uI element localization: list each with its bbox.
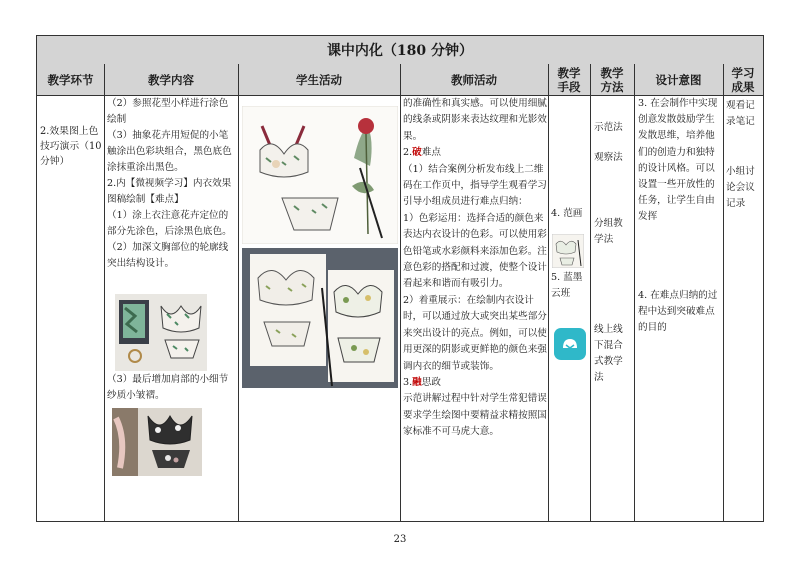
page-number: 23 bbox=[393, 534, 407, 545]
header-intent: 设计意图 bbox=[634, 64, 723, 96]
teacher-heading bbox=[403, 375, 547, 391]
content-paragraph: （2）加深文胸部位的轮廓线突出结构设计。 bbox=[107, 242, 229, 269]
teacher-paragraph: 引导小组成员进行难点归纳： bbox=[403, 196, 528, 208]
teacher-paragraph: 的准确性和真实感。可以使用细腻的线条或阴影来表达纹理和光影效果。 bbox=[403, 98, 547, 142]
content-paragraph: 2.内【微视频学习】内衣效果图稿绘制【难点】 bbox=[107, 178, 232, 205]
means-item: 5. 蓝墨云班 bbox=[551, 272, 583, 299]
student-drawing-image bbox=[242, 248, 398, 388]
lanmo-cloud-class-app-icon bbox=[554, 328, 586, 360]
method-item: 观察法 bbox=[594, 152, 623, 163]
column-divider bbox=[634, 64, 635, 521]
table-title: 课中内化（180 分钟） bbox=[37, 36, 763, 65]
heading-text: 思政 bbox=[421, 376, 441, 388]
stage-text: 2.效果图上色技巧演示（10 分钟） bbox=[40, 126, 102, 167]
teacher-paragraph: （1）结合案例分析发布线上二维码在工作页中，指导学生观看学习 bbox=[403, 163, 547, 192]
header-means-line2: 手段 bbox=[557, 79, 581, 94]
header-method-line1: 教学 bbox=[600, 65, 624, 80]
column-divider bbox=[723, 64, 724, 521]
means-item: 4. 范画 bbox=[551, 208, 583, 219]
column-divider bbox=[400, 64, 401, 521]
heading-number: 2. bbox=[403, 147, 413, 159]
header-outcome bbox=[723, 64, 763, 96]
heading-text: 难点 bbox=[421, 147, 441, 159]
heading-number: 3. bbox=[403, 376, 413, 388]
teacher-heading bbox=[403, 145, 547, 161]
header-outcome-line1: 学习 bbox=[731, 65, 755, 80]
outcome-item: 观看记录笔记 bbox=[726, 100, 755, 127]
teacher-paragraph: 示范讲解过程中针对学生常犯错误要求学生绘图中要精益求精按照国家标准不可马虎大意。 bbox=[403, 393, 547, 438]
intent-paragraph: 3. 在会制作中实现创意发散鼓励学生发散思维，培养他们的创造力和独特的设计风格。可以设置一些开放性的任务，让学生自由发挥 bbox=[638, 98, 718, 223]
header-method bbox=[590, 64, 634, 96]
method-item: 分组教学法 bbox=[594, 218, 623, 245]
highlight-char: 融 bbox=[412, 376, 422, 388]
method-item: 示范法 bbox=[594, 122, 623, 133]
intent-paragraph: 4. 在难点归纳的过程中达到突破难点的目的 bbox=[638, 290, 718, 334]
teacher-cell bbox=[403, 96, 547, 441]
header-content: 教学内容 bbox=[104, 64, 238, 96]
teacher-paragraph: 1）色彩运用：选择合适的颜色来表达内衣设计的色彩。可以使用彩色铅笔或水彩颜料来添加色彩。注意色彩的搭配和过渡，使整个设计看起来和谐而有吸引力。 bbox=[403, 212, 547, 290]
content-paragraph: （1）涂上衣注意花卉定位的部分先涂色，后涂黑色底色。 bbox=[107, 210, 232, 237]
column-divider bbox=[238, 64, 239, 521]
header-means-line1: 教学 bbox=[557, 65, 581, 80]
swatch-sketch-image bbox=[115, 294, 207, 371]
header-student: 学生活动 bbox=[238, 64, 400, 96]
header-stage: 教学环节 bbox=[37, 64, 104, 96]
column-divider bbox=[590, 64, 591, 521]
header-means bbox=[548, 64, 590, 96]
highlight-char: 破 bbox=[412, 147, 422, 159]
header-teacher: 教师活动 bbox=[400, 64, 548, 96]
method-item: 线上线下混合式教学法 bbox=[594, 324, 623, 383]
content-paragraph: （3）最后增加肩部的小细节纱质小皱褶。 bbox=[107, 374, 229, 401]
lingerie-sketch-image bbox=[112, 408, 202, 476]
teacher-paragraph: 2）着重展示：在绘制内衣设计时，可以通过放大或突出某些部分来突出设计的亮点。例如，可以使用更深的阴影或更鲜艳的颜色来强调内衣的细节或装饰。 bbox=[403, 294, 547, 372]
outcome-item: 小组讨论会议记录 bbox=[726, 166, 755, 209]
content-paragraph: （3）抽象花卉用短促的小笔触涂出色彩块组合，黑色底色涂抹重涂出黑色。 bbox=[107, 130, 232, 173]
header-method-line2: 方法 bbox=[600, 79, 624, 94]
student-drawing-image bbox=[242, 106, 398, 244]
column-divider bbox=[104, 64, 105, 521]
header-outcome-line2: 成果 bbox=[731, 79, 755, 94]
content-paragraph: （2）参照花型小样进行涂色绘制 bbox=[107, 98, 229, 125]
sample-drawing-thumbnail bbox=[552, 234, 584, 268]
lesson-table bbox=[36, 35, 764, 522]
content-cell-lower bbox=[107, 372, 235, 404]
column-divider bbox=[548, 64, 549, 521]
content-cell bbox=[107, 96, 235, 272]
